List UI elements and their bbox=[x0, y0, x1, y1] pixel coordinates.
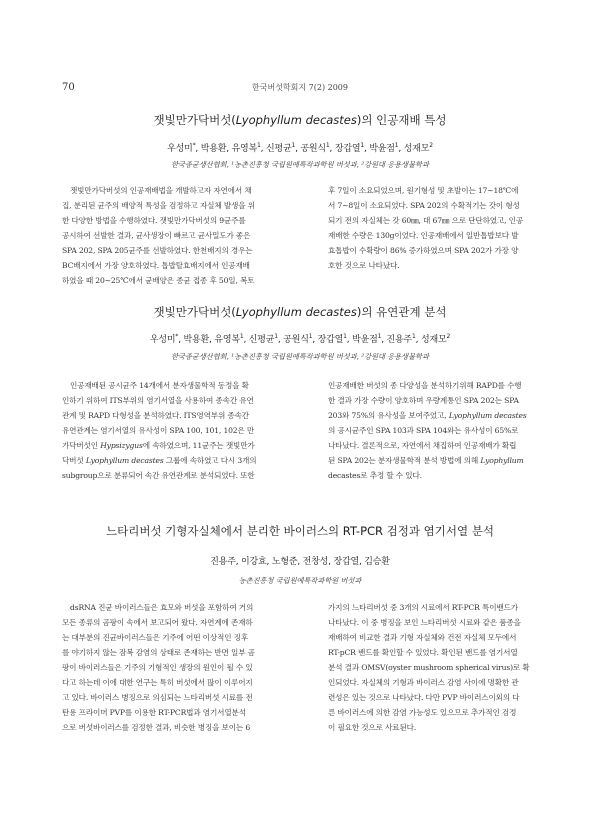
author-name: 우성미 bbox=[167, 144, 193, 154]
abstract-line: 후 7일이 소요되었으며, 원기형성 및 초발이는 17∼18℃에 bbox=[328, 186, 519, 195]
abstract-line: 효톱밥이 수확량이 86% 증가하였으며 SPA 202가 가장 양 bbox=[328, 246, 519, 255]
author-list: 진용주, 이강효, 노형준, 전창성, 장갑열, 김승환 bbox=[210, 557, 390, 567]
title-text: 잿빛만가닥버섯( bbox=[153, 113, 236, 127]
author-affiliation-mark: * bbox=[192, 142, 196, 149]
affiliation: 한국종균생산협회, ¹농촌진흥청 국립원예특작과학원 버섯과, ²강원대 응용생물학과 bbox=[171, 352, 429, 361]
author-affiliation-mark: 1 bbox=[394, 142, 399, 149]
author-name: 전창성 bbox=[302, 557, 329, 567]
author-affiliation-mark: 1 bbox=[257, 142, 261, 149]
author-name: 공원식 bbox=[283, 335, 309, 345]
journal-header: 한국버섯학회지 7(2) 2009 bbox=[252, 83, 348, 92]
title-text: 느타리버섯 기형자실체에서 분리한 바이러스의 RT-PCR 검정과 염기서열 분석 bbox=[106, 524, 494, 538]
abstract-line: 다고 하는데 이에 대한 연구는 특히 버섯에서 많이 이루어지 bbox=[62, 678, 253, 687]
author-name: 노형준 bbox=[271, 557, 298, 567]
abstract-line: 나타났다. 결론적으로, 자연에서 채집하여 인공재배가 확립 bbox=[328, 441, 517, 450]
abstract-line: 203와 75%의 유사성을 보여주었고, Lyophyllum decastes bbox=[328, 411, 527, 420]
abstract-line: 의 공시균주인 SPA 103과 SPA 104와는 유사성이 65%로 bbox=[328, 426, 519, 435]
author-affiliation-mark: 1 bbox=[291, 142, 296, 149]
abstract-line: 를 야기하지 않는 잠복 감염의 상태로 존재하는 반면 일부 곰 bbox=[62, 648, 255, 657]
abstract-line: 한 다양한 방법을 수행하였다. 잿빛만가닥버섯의 9균주를 bbox=[62, 216, 246, 225]
abstract-line: decastes로 추정 할 수 있다. bbox=[328, 471, 422, 480]
author-name: 유영복 bbox=[214, 335, 240, 345]
author-name: 박윤점 bbox=[369, 144, 395, 154]
abstract-line: 른 바이러스에 의한 감염 가능성도 있으므로 추가적인 검정 bbox=[328, 708, 517, 717]
abstract-column-left bbox=[62, 183, 307, 288]
abstract-line: 재배하여 비교한 결과 기형 자실체와 건전 자실체 모두에서 bbox=[328, 633, 517, 642]
author-name: 성재모 bbox=[403, 144, 430, 154]
abstract-line: 호한 것으로 나타났다. bbox=[328, 261, 400, 270]
abstract-line: BC배지에서 가장 양호하였다. 톱밥탈효배지에서 인공재배 bbox=[62, 261, 250, 270]
abstract-line: subgroup으로 분류되어 속간 유연관계로 분석되었다. 또한 bbox=[62, 471, 255, 480]
author-name: 장갑열 bbox=[334, 144, 361, 154]
abstract-line: 고 있다. 바이러스 병징으로 의심되는 느타리버섯 시료를 전 bbox=[62, 693, 253, 702]
abstract-line: 유연관계는 염기서열의 유사성이 SPA 100, 101, 102은 만 bbox=[62, 426, 255, 435]
abstract-line: 관계 및 RAPD 다형성을 분석하였다. ITS영역부위 종속간 bbox=[62, 411, 249, 420]
abstract-line: 집, 분리된 균주의 배양적 특성을 검정하고 자실체 발생을 위 bbox=[62, 201, 255, 210]
author-name: 신평균 bbox=[248, 335, 275, 345]
title-text-end: )의 유연관계 분석 bbox=[356, 305, 447, 319]
author-name: 김승환 bbox=[364, 557, 390, 567]
author-affiliation-mark: 1 bbox=[343, 333, 347, 340]
author-affiliation-mark: 1 bbox=[308, 333, 313, 340]
abstract-line: 된 SPA 202는 분자생물학적 분석 방법에 의해 Lyophyllum bbox=[328, 456, 524, 465]
abstract-line: 으로 버섯바이러스를 검정한 결과, 비슷한 병징을 보이는 6 bbox=[62, 723, 251, 732]
abstract-line: 련성은 있는 것으로 나타났다. 다만 PVP 바이러스이외의 다 bbox=[328, 693, 520, 702]
abstract-column-left bbox=[62, 600, 307, 735]
abstract-line: dsRNA 진균 바이러스들은 효모와 버섯을 포함하여 거의 bbox=[70, 603, 254, 612]
abstract-line: 이 필요한 것으로 사료된다. bbox=[328, 723, 417, 732]
abstract-line: 서 7∼8일이 소요되었다. SPA 202의 수확적기는 갓이 형성 bbox=[328, 201, 520, 210]
abstract-line: 분석 결과 OMSV(oyster mushroom spherical virus)로 확 bbox=[328, 663, 530, 672]
author-name: 장갑열 bbox=[333, 557, 359, 567]
abstract-line: 가지의 느타리버섯 중 3개의 시료에서 RT-PCR 특이밴드가 bbox=[328, 603, 518, 612]
abstract-column-left bbox=[62, 378, 307, 483]
scientific-name: Lyophyllum decastes bbox=[448, 411, 527, 420]
author-name: 진용주 bbox=[386, 335, 413, 345]
abstract-line: 한 결과 가장 수량이 양호하며 우량계통인 SPA 202는 SPA bbox=[328, 396, 519, 405]
page-number: 70 bbox=[62, 82, 75, 93]
abstract-line: 인하기 위하여 ITS부위의 염기서열을 사용하여 종속간 유연 bbox=[62, 396, 254, 405]
abstract-title bbox=[40, 523, 560, 539]
author-name: 장갑열 bbox=[317, 335, 344, 345]
author-name: 박윤점 bbox=[352, 335, 378, 345]
author-name: 유영복 bbox=[231, 144, 258, 154]
abstract-line: 가닥버섯인 Hypsizygus에 속하였으며, 11균주는 잿빛만가 bbox=[62, 441, 255, 450]
author-affiliation-mark: 1 bbox=[325, 142, 330, 149]
abstract-line: 팡이 바이러스들은 기주의 기형적인 생장의 원인이 될 수 있 bbox=[62, 663, 253, 672]
title-text: 잿빛만가닥버섯( bbox=[153, 305, 236, 319]
author-affiliation-mark: 2 bbox=[446, 333, 451, 340]
author-name: 진용주 bbox=[210, 557, 236, 567]
abstract-line: 인공재배한 버섯의 종 다양성을 분석하기위해 RAPD를 수행 bbox=[328, 381, 522, 390]
abstract-line: 되기 전의 자실체는 갓 60㎜, 대 67㎜ 으로 단단하였고, 인공 bbox=[328, 216, 524, 225]
title-text-end: )의 인공재배 특성 bbox=[356, 113, 447, 127]
abstract-line: 인공재배된 공시균주 14개에서 분자생물학적 동정을 확 bbox=[70, 381, 249, 390]
affiliation: 한국종균생산협회, ¹농촌진흥청 국립원예특작과학원 버섯과, ²강원대 응용생물학과 bbox=[171, 160, 429, 169]
author-affiliation-mark: 1 bbox=[239, 333, 244, 340]
scientific-name: Hypsizygus bbox=[100, 441, 143, 450]
abstract-line: 나타났다. 이 중 병징을 보인 느타리버섯 시료와 같은 품종을 bbox=[328, 618, 521, 627]
affiliation: 농촌진흥청 국립원예특작과학원 버섯과 bbox=[238, 576, 362, 585]
abstract-line: SPA 202, SPA 205균주를 선발하였다. 한천배지의 경우는 bbox=[62, 246, 253, 255]
abstract-column-right bbox=[328, 600, 573, 735]
abstract-title bbox=[40, 112, 560, 128]
abstract-line: 닥버섯 Lyophyllum decastes 그룹에 속하였고 다시 3개의 bbox=[62, 456, 257, 465]
abstract-line: 인되었다. 자실체의 기형과 바이러스 감염 사이에 명확한 관 bbox=[328, 678, 519, 687]
abstract-line: 하였을 때 20∼25℃에서 균배양은 종균 접종 후 50일, 복토 bbox=[62, 276, 255, 285]
author-list: 우성미*, 박용환, 유영복$^1$, 신평균$^1$, 공원식$^1$, 장갑열$^1$, 박윤점$^1$, 성재모$^2$ bbox=[167, 142, 433, 154]
scientific-name: Lyophyllum decastes bbox=[85, 456, 164, 465]
abstract-line: 모든 종류의 곰팡이 속에서 보고되어 왔다. 자연계에 존재하 bbox=[62, 618, 253, 627]
abstract-line: 탄용 프라이머 PVP를 이용한 RT-PCR법과 염기서열분석 bbox=[62, 708, 246, 717]
title-species: Lyophyllum decastes bbox=[235, 113, 357, 127]
author-name: 신평균 bbox=[266, 144, 292, 154]
author-name: 공원식 bbox=[300, 144, 326, 154]
author-affiliation-mark: 1 bbox=[360, 142, 364, 149]
abstract-title bbox=[40, 304, 560, 320]
abstract-line: 공시하여 선발한 결과, 균사생장이 빠르고 균사밀도가 좋은 bbox=[62, 231, 251, 240]
author-name: 박용환 bbox=[200, 144, 227, 154]
title-species: Lyophyllum decastes bbox=[235, 305, 357, 319]
abstract-line: 잿빛만가닥버섯의 인공재배법을 개발하고자 자연에서 채 bbox=[70, 186, 252, 195]
abstract-line: 재배한 수량은 130g이었다. 인공재배에서 일반톱밥보다 발 bbox=[328, 231, 519, 240]
author-name: 박용환 bbox=[183, 335, 210, 345]
abstract-column-right bbox=[328, 183, 573, 273]
author-name: 이강효 bbox=[241, 557, 267, 567]
author-affiliation-mark: 1 bbox=[377, 333, 382, 340]
author-affiliation-mark: 2 bbox=[429, 142, 433, 149]
scientific-name: Lyophyllum bbox=[480, 456, 524, 465]
abstract-column-right bbox=[328, 378, 573, 483]
author-affiliation-mark: * bbox=[175, 333, 179, 340]
abstract-line: RT-pCR 밴드를 확인할 수 있었다. 확인된 밴드를 염기서열 bbox=[328, 648, 518, 657]
author-name: 우성미 bbox=[149, 335, 176, 345]
author-name: 성재모 bbox=[420, 335, 447, 345]
author-affiliation-mark: 1 bbox=[412, 333, 416, 340]
author-list: 우성미*, 박용환, 유영복$^1$, 신평균$^1$, 공원식$^1$, 장갑열$^1$, 박윤점$^1$, 진용주$^1$, 성재모$^2$ bbox=[149, 333, 451, 345]
abstract-line: 는 대부분의 진균바이러스들은 기주에 어떤 이상적인 징후 bbox=[62, 633, 249, 642]
author-affiliation-mark: 1 bbox=[274, 333, 278, 340]
